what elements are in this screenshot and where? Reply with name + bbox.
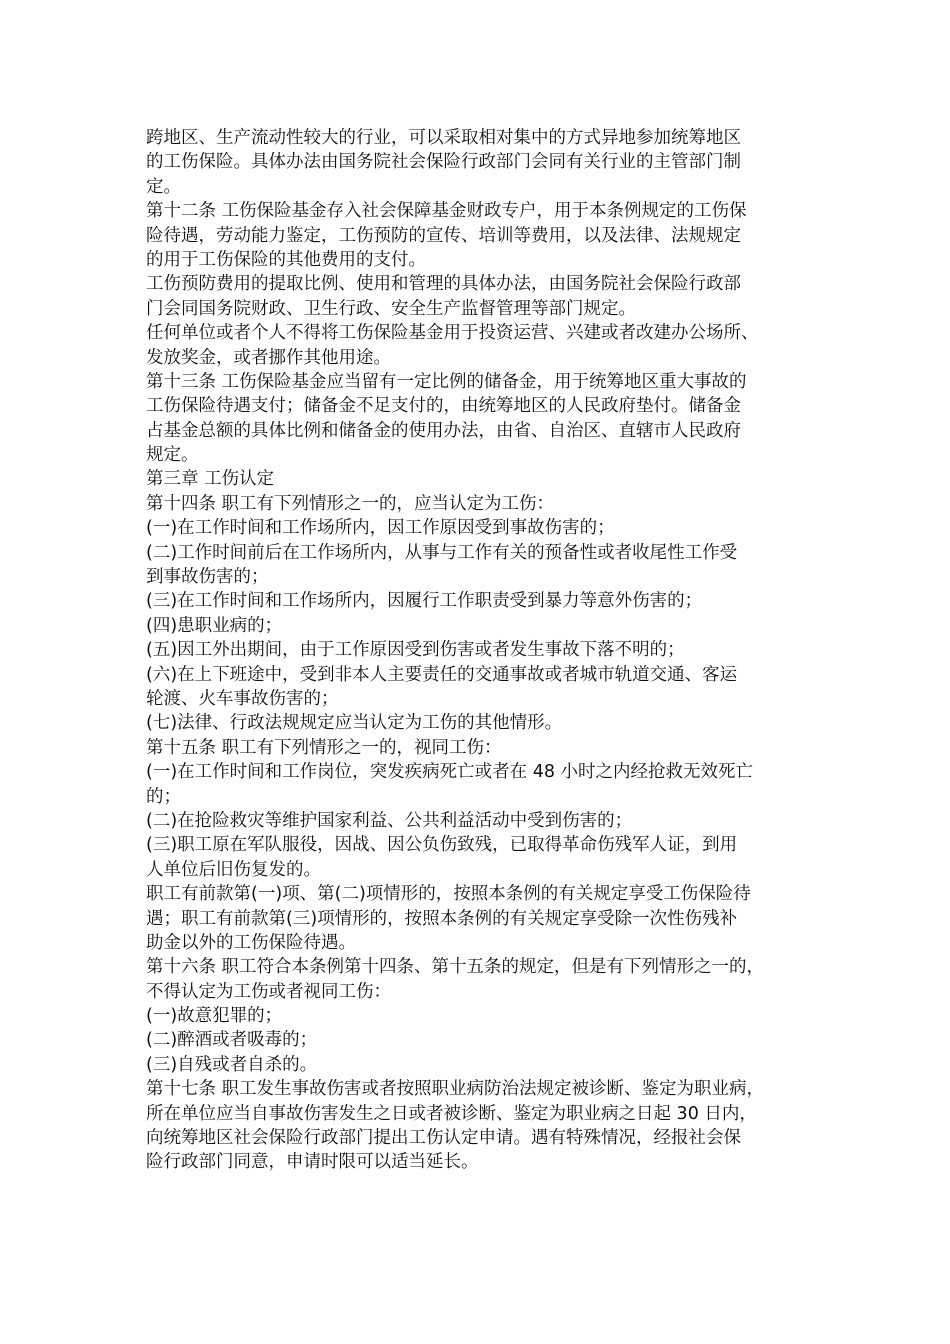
- text-line: 险行政部门同意，申请时限可以适当延长。: [146, 1152, 479, 1173]
- list-item: (五)因工外出期间，由于工作原因受到伤害或者发生事故下落不明的；: [146, 640, 685, 661]
- text-line: 遇；职工有前款第(三)项情形的，按照本条例的有关规定享受除一次性伤残补: [146, 908, 738, 929]
- chapter-3-heading: 第三章 工伤认定: [146, 469, 275, 490]
- list-item: (三)职工原在军队服役，因战、因公负伤致残，已取得革命伤残军人证，到用: [146, 835, 738, 856]
- article-17-heading: 第十七条 职工发生事故伤害或者按照职业病防治法规定被诊断、鉴定为职业病，: [146, 1079, 765, 1100]
- text-line: 工伤保险待遇支付；储备金不足支付的，由统筹地区的人民政府垫付。储备金: [146, 396, 741, 417]
- text-line: 的工伤保险。具体办法由国务院社会保险行政部门会同有关行业的主管部门制: [146, 152, 741, 173]
- article-16-heading: 第十六条 职工符合本条例第十四条、第十五条的规定，但是有下列情形之一的，: [146, 957, 765, 978]
- text-line: 不得认定为工伤或者视同工伤：: [146, 981, 391, 1002]
- list-item: (三)在工作时间和工作场所内，因履行工作职责受到暴力等意外伤害的；: [146, 591, 703, 612]
- list-item: (四)患职业病的；: [146, 615, 283, 636]
- text-line: 工伤预防费用的提取比例、使用和管理的具体办法，由国务院社会保险行政部: [146, 274, 741, 295]
- article-12-heading: 第十二条 工伤保险基金存入社会保障基金财政专户，用于本条例规定的工伤保: [146, 201, 747, 222]
- text-line: 门会同国务院财政、卫生行政、安全生产监督管理等部门规定。: [146, 298, 636, 319]
- text-line: 跨地区、生产流动性较大的行业，可以采取相对集中的方式异地参加统筹地区: [146, 128, 741, 148]
- text-line: 轮渡、火车事故伤害的；: [146, 688, 339, 709]
- text-line: 助金以外的工伤保险待遇。: [146, 932, 356, 953]
- list-item: (一)在工作时间和工作岗位，突发疾病死亡或者在 48 小时之内经抢救无效死亡: [146, 762, 754, 783]
- text-line: 人单位后旧伤复发的。: [146, 859, 321, 880]
- text-line: 发放奖金，或者挪作其他用途。: [146, 347, 391, 368]
- list-item: (一)故意犯罪的；: [146, 1006, 283, 1027]
- text-line: 职工有前款第(一)项、第(二)项情形的，按照本条例的有关规定享受工伤保险待: [146, 884, 751, 905]
- text-line: 险待遇，劳动能力鉴定，工伤预防的宣传、培训等费用，以及法律、法规规定: [146, 225, 741, 246]
- document-page: [146, 126, 826, 1175]
- list-item: (二)醉酒或者吸毒的；: [146, 1030, 318, 1051]
- text-line: 向统筹地区社会保险行政部门提出工伤认定申请。遇有特殊情况，经报社会保: [146, 1128, 741, 1149]
- text-line: 占基金总额的具体比例和储备金的使用办法，由省、自治区、直辖市人民政府: [146, 420, 741, 441]
- list-item: (一)在工作时间和工作场所内，因工作原因受到事故伤害的；: [146, 518, 615, 539]
- list-item: (六)在上下班途中，受到非本人主要责任的交通事故或者城市轨道交通、客运: [146, 664, 738, 685]
- text-line: 任何单位或者个人不得将工伤保险基金用于投资运营、兴建或者改建办公场所、: [146, 323, 759, 344]
- article-14-heading: 第十四条 职工有下列情形之一的，应当认定为工伤：: [146, 493, 555, 514]
- text-line: 的；: [146, 786, 181, 807]
- text-line: 定。: [146, 176, 181, 197]
- text-line: 的用于工伤保险的其他费用的支付。: [146, 249, 426, 270]
- article-13-heading: 第十三条 工伤保险基金应当留有一定比例的储备金，用于统筹地区重大事故的: [146, 371, 747, 392]
- list-item: (三)自残或者自杀的。: [146, 1054, 318, 1075]
- list-item: (七)法律、行政法规规定应当认定为工伤的其他情形。: [146, 713, 563, 734]
- article-15-heading: 第十五条 职工有下列情形之一的，视同工伤：: [146, 737, 502, 758]
- text-line: 规定。: [146, 445, 199, 466]
- list-item: (二)工作时间前后在工作场所内，从事与工作有关的预备性或者收尾性工作受: [146, 542, 738, 563]
- text-line: 到事故伤害的；: [146, 567, 269, 588]
- text-line: 所在单位应当自事故伤害发生之日或者被诊断、鉴定为职业病之日起 30 日内，: [146, 1103, 757, 1124]
- list-item: (二)在抢险救灾等维护国家利益、公共利益活动中受到伤害的；: [146, 810, 633, 831]
